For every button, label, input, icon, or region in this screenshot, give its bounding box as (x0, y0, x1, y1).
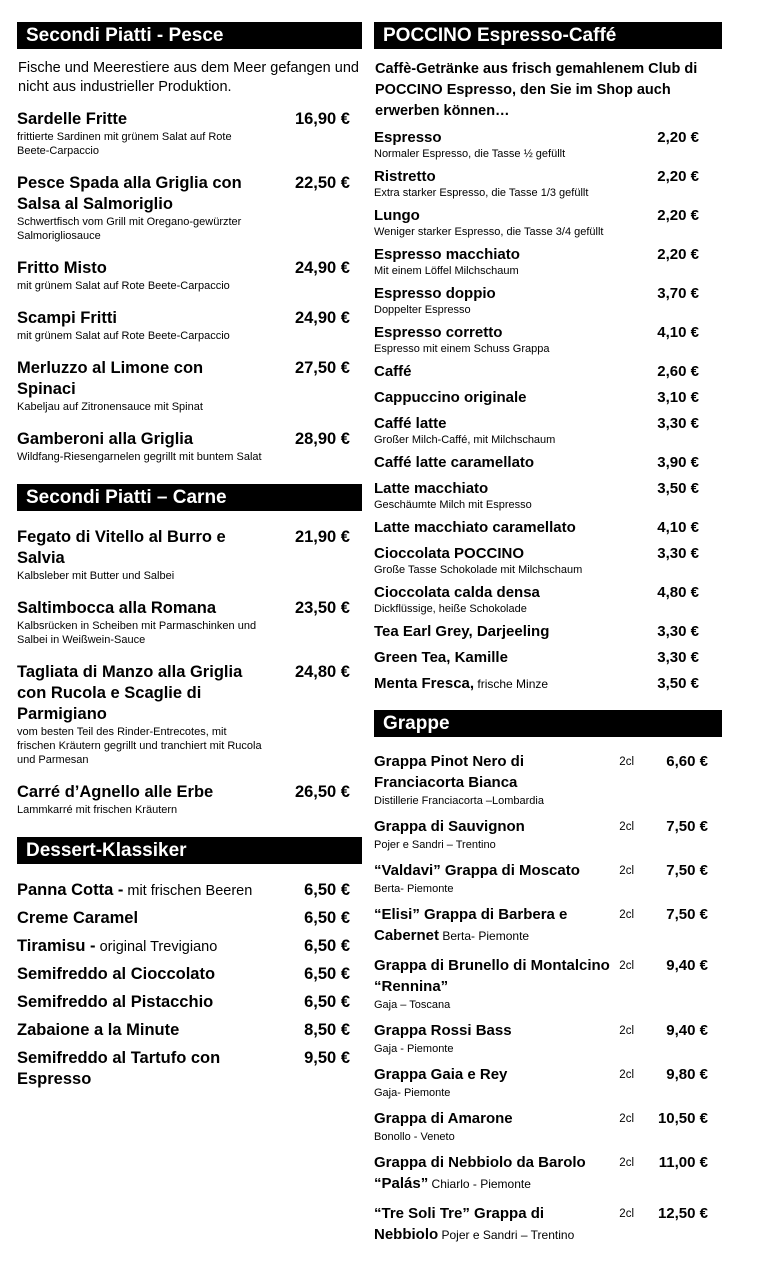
item-sub: mit frischen Beeren (123, 883, 253, 899)
menu-item (17, 358, 362, 414)
item-name-text: Grappa di Sauvignon (374, 818, 525, 835)
menu-item (17, 1048, 362, 1091)
item-price: 7,50 € (666, 818, 708, 835)
menu-item (374, 414, 722, 447)
item-price: 3,30 € (657, 623, 699, 640)
item-name (374, 362, 642, 382)
menu-item (17, 109, 362, 158)
item-name-text: Zabaione a la Minute (17, 1021, 180, 1039)
item-desc: Schwertfisch vom Grill mit Oregano-gewürzter Salmorigliosauce (17, 216, 242, 242)
item-inline-desc: frische Minze (474, 677, 549, 691)
item-name: Sardelle Fritte (17, 110, 128, 128)
item-name (374, 648, 642, 668)
menu-item (17, 429, 362, 464)
item-price: 2,20 € (657, 246, 699, 263)
item-name (374, 860, 612, 882)
item-name (374, 904, 612, 947)
section-title: Secondi Piatti - Pesce (17, 22, 362, 49)
item-price: 3,10 € (657, 389, 699, 406)
item-name (374, 622, 642, 642)
menu-item (374, 518, 722, 538)
item-price: 9,80 € (666, 1066, 708, 1083)
item-desc: Gaja- Piemonte (374, 1087, 451, 1099)
item-name: Gamberoni alla Griglia (17, 430, 194, 448)
item-desc: Große Tasse Schokolade mit Milchschaum (374, 564, 583, 576)
item-name-text: Semifreddo al Tartufo con Espresso (17, 1049, 221, 1088)
menu-item (374, 323, 722, 356)
item-name-text: Grappa di Brunello di Montalcino “Rennina” (374, 957, 610, 995)
menu-item (374, 751, 722, 808)
item-name (17, 992, 262, 1014)
item-name-text: Tea Earl Grey, Darjeeling (374, 623, 550, 640)
item-name: Fegato di Vitello al Burro e Salvia (17, 528, 226, 567)
item-name-text: Caffé (374, 363, 412, 380)
item-desc: Pojer e Sandri – Trentino (374, 839, 496, 851)
item-desc: Berta- Piemonte (374, 883, 454, 895)
item-name-text: Espresso macchiato (374, 246, 520, 263)
item-desc: Kalbsleber mit Butter und Salbei (17, 570, 175, 582)
item-price: 3,50 € (657, 480, 699, 497)
item-desc: mit grünem Salat auf Rote Beete-Carpaccio (17, 280, 230, 292)
item-desc: Bonollo - Veneto (374, 1131, 455, 1143)
menu-item (17, 258, 362, 293)
item-name: Pesce Spada alla Griglia con Salsa al Salmoriglio (17, 174, 242, 213)
menu-item (374, 453, 722, 473)
menu-item (374, 955, 722, 1012)
item-desc: Lammkarré mit frischen Kräutern (17, 804, 178, 816)
menu-item (17, 662, 362, 767)
item-name-text: Espresso doppio (374, 285, 496, 302)
item-price: 27,50 € (294, 359, 350, 377)
item-name-text: Green Tea, Kamille (374, 649, 508, 666)
item-desc: Weniger starker Espresso, die Tasse 3/4 gefüllt (374, 226, 604, 238)
item-name: Saltimbocca alla Romana (17, 599, 216, 617)
item-volume: 2cl (619, 1069, 634, 1081)
item-price: 21,90 € (294, 528, 350, 546)
item-name-text: Caffé latte (374, 415, 447, 432)
item-name (374, 1152, 612, 1195)
item-inline-desc: Pojer e Sandri – Trentino (438, 1228, 575, 1242)
menu-list (374, 128, 722, 694)
item-desc: mit grünem Salat auf Rote Beete-Carpaccio (17, 330, 230, 342)
item-name (374, 323, 642, 343)
item-price: 4,80 € (657, 584, 699, 601)
item-name (17, 1048, 262, 1091)
section-intro: Caffè-Getränke aus frisch gemahlenem Club di POCCINO Espresso, den Sie im Shop auch erwerben können… (375, 61, 698, 119)
item-desc: vom besten Teil des Rinder-Entrecotes, mit frischen Kräutern gegrillt und tranchiert mit Rucola und Parmesan (17, 726, 262, 766)
item-name-text: “Tre Soli Tre” Grappa di Nebbiolo (374, 1205, 545, 1243)
item-price: 9,40 € (666, 1022, 708, 1039)
right-column (374, 22, 722, 1254)
item-name (374, 583, 642, 603)
menu-list (17, 874, 362, 1091)
item-name (374, 167, 642, 187)
section-title: Dessert-Klassiker (17, 837, 362, 864)
item-price: 9,40 € (666, 957, 708, 974)
item-price: 26,50 € (294, 783, 350, 801)
menu-item (17, 308, 362, 343)
menu-item (374, 284, 722, 317)
item-name-text: Tiramisu - (17, 937, 96, 955)
item-price: 16,90 € (294, 110, 350, 128)
item-price: 24,90 € (294, 309, 350, 327)
item-inline-desc: Berta- Piemonte (439, 929, 530, 943)
item-desc: Distillerie Franciacorta –Lombardia (374, 795, 544, 807)
item-price: 8,50 € (304, 1021, 350, 1039)
section-carne (17, 484, 362, 817)
item-name-text: Panna Cotta - (17, 881, 124, 899)
item-price: 7,50 € (666, 906, 708, 923)
item-desc: frittierte Sardinen mit grünem Salat auf Rote Beete-Carpaccio (17, 131, 232, 157)
item-name-text: Cioccolata calda densa (374, 584, 540, 601)
section-title: Secondi Piatti – Carne (17, 484, 362, 511)
item-price: 6,50 € (304, 909, 350, 927)
item-desc: Kabeljau auf Zitronensauce mit Spinat (17, 401, 203, 413)
item-price: 6,50 € (304, 993, 350, 1011)
item-price: 2,20 € (657, 207, 699, 224)
item-desc: Gaja – Toscana (374, 999, 451, 1011)
menu-item (17, 782, 362, 817)
menu-item (17, 936, 362, 958)
item-name (17, 936, 262, 958)
item-name (374, 128, 642, 148)
item-name-text: Grappa Gaia e Rey (374, 1066, 508, 1083)
item-price: 6,50 € (304, 937, 350, 955)
section-intro: Fische und Meerestiere aus dem Meer gefangen und nicht aus industrieller Produktion. (18, 60, 359, 95)
item-price: 11,00 € (658, 1154, 708, 1171)
item-desc: Doppelter Espresso (374, 304, 471, 316)
item-name-text: “Valdavi” Grappa di Moscato (374, 862, 580, 879)
item-name-text: Lungo (374, 207, 420, 224)
item-volume: 2cl (619, 756, 634, 768)
item-desc: Geschäumte Milch mit Espresso (374, 499, 532, 511)
item-name (374, 284, 642, 304)
menu-item (374, 1020, 722, 1056)
menu-item (374, 904, 722, 947)
section-grappe (374, 710, 722, 1246)
menu-item (374, 860, 722, 896)
item-price: 3,30 € (657, 649, 699, 666)
section-title: POCCINO Espresso-Caffé (374, 22, 722, 49)
menu-item (374, 583, 722, 616)
item-price: 3,70 € (657, 285, 699, 302)
item-price: 12,50 € (657, 1205, 708, 1222)
menu-item (374, 1203, 722, 1246)
item-name (374, 955, 612, 998)
item-name (374, 1203, 612, 1246)
item-name (374, 206, 642, 226)
item-price: 3,30 € (657, 545, 699, 562)
item-name: Fritto Misto (17, 259, 107, 277)
item-volume: 2cl (619, 1025, 634, 1037)
item-name-text: Grappa Pinot Nero di Franciacorta Bianca (374, 753, 525, 791)
left-column (17, 22, 362, 1097)
item-desc: Mit einem Löffel Milchschaum (374, 265, 519, 277)
item-name (374, 518, 642, 538)
item-name (374, 245, 642, 265)
item-price: 3,30 € (657, 415, 699, 432)
menu-list (17, 521, 362, 817)
item-name (374, 816, 612, 838)
item-name (374, 1064, 612, 1086)
item-name-text: Semifreddo al Pistacchio (17, 993, 214, 1011)
menu-item (374, 128, 722, 161)
item-price: 10,50 € (657, 1110, 708, 1127)
menu-list (17, 109, 362, 464)
item-price: 4,10 € (657, 519, 699, 536)
item-price: 23,50 € (294, 599, 350, 617)
menu-item (374, 245, 722, 278)
item-name-text: Ristretto (374, 168, 436, 185)
item-price: 2,60 € (657, 363, 699, 380)
menu-item (374, 479, 722, 512)
item-name (17, 1020, 262, 1042)
menu-item (374, 167, 722, 200)
item-price: 2,20 € (657, 168, 699, 185)
section-title: Grappe (374, 710, 722, 737)
menu-item (374, 388, 722, 408)
item-price: 6,60 € (666, 753, 708, 770)
item-volume: 2cl (619, 1208, 634, 1220)
item-name (17, 908, 262, 930)
item-name (374, 388, 642, 408)
item-name (17, 880, 262, 902)
item-price: 3,50 € (657, 675, 699, 692)
item-desc: Wildfang-Riesengarnelen gegrillt mit buntem Salat (17, 451, 262, 463)
item-name-text: Cappuccino originale (374, 389, 527, 406)
item-name (374, 1108, 612, 1130)
item-name (374, 453, 642, 473)
item-name: Scampi Fritti (17, 309, 117, 327)
item-name-text: Espresso (374, 129, 442, 146)
menu-item (17, 908, 362, 930)
menu-item (374, 674, 722, 694)
menu-item (374, 622, 722, 642)
menu-item (17, 173, 362, 243)
item-name-text: Semifreddo al Cioccolato (17, 965, 216, 983)
section-dessert (17, 837, 362, 1091)
item-name-text: Espresso corretto (374, 324, 503, 341)
item-price: 4,10 € (657, 324, 699, 341)
item-name-text: Grappa di Amarone (374, 1110, 513, 1127)
item-desc: Großer Milch-Caffé, mit Milchschaum (374, 434, 556, 446)
item-inline-desc: Chiarlo - Piemonte (428, 1177, 531, 1191)
menu-item (17, 598, 362, 647)
menu-item (17, 880, 362, 902)
item-name-text: Latte macchiato (374, 480, 489, 497)
menu-item (374, 648, 722, 668)
menu-item (17, 964, 362, 986)
section-pesce (17, 22, 362, 464)
menu-item (17, 527, 362, 583)
item-desc: Normaler Espresso, die Tasse ½ gefüllt (374, 148, 566, 160)
menu-item (374, 544, 722, 577)
menu-item (17, 992, 362, 1014)
item-name (374, 544, 642, 564)
item-volume: 2cl (619, 1157, 634, 1169)
menu-item (17, 1020, 362, 1042)
item-price: 7,50 € (666, 862, 708, 879)
item-name-text: Creme Caramel (17, 909, 139, 927)
item-desc: Extra starker Espresso, die Tasse 1/3 gefüllt (374, 187, 589, 199)
item-name-text: Grappa di Nebbiolo da Barolo “Palás” (374, 1154, 586, 1192)
item-name (374, 479, 642, 499)
item-name (374, 414, 642, 434)
item-name: Tagliata di Manzo alla Griglia con Rucola e Scaglie di Parmigiano (17, 663, 243, 723)
item-volume: 2cl (619, 909, 634, 921)
item-desc: Gaja - Piemonte (374, 1043, 454, 1055)
item-desc: Espresso mit einem Schuss Grappa (374, 343, 550, 355)
item-name-text: Latte macchiato caramellato (374, 519, 576, 536)
item-name: Carré d’Agnello alle Erbe (17, 783, 214, 801)
item-price: 28,90 € (294, 430, 350, 448)
item-name (374, 1020, 612, 1042)
item-price: 24,80 € (294, 663, 350, 681)
menu-item (374, 206, 722, 239)
menu-item (374, 1064, 722, 1100)
item-name (17, 964, 262, 986)
item-volume: 2cl (619, 960, 634, 972)
item-price: 6,50 € (304, 965, 350, 983)
item-name (374, 751, 612, 794)
item-price: 22,50 € (294, 174, 350, 192)
item-volume: 2cl (619, 1113, 634, 1125)
item-price: 24,90 € (294, 259, 350, 277)
item-desc: Kalbsrücken in Scheiben mit Parmaschinken und Salbei in Weißwein-Sauce (17, 620, 257, 646)
item-name-text: Grappa Rossi Bass (374, 1022, 512, 1039)
item-name-text: Caffé latte caramellato (374, 454, 535, 471)
section-coffee (374, 22, 722, 694)
item-volume: 2cl (619, 865, 634, 877)
menu-item (374, 1108, 722, 1144)
item-name: Merluzzo al Limone con Spinaci (17, 359, 204, 398)
item-price: 3,90 € (657, 454, 699, 471)
menu-item (374, 816, 722, 852)
menu-list (374, 747, 722, 1246)
item-desc: Dickflüssige, heiße Schokolade (374, 603, 527, 615)
item-name-text: Menta Fresca, (374, 675, 475, 692)
item-name (374, 674, 642, 694)
menu-item (374, 1152, 722, 1195)
item-price: 2,20 € (657, 129, 699, 146)
item-sub: original Trevigiano (95, 939, 218, 955)
item-price: 6,50 € (304, 881, 350, 899)
menu-item (374, 362, 722, 382)
item-volume: 2cl (619, 821, 634, 833)
item-name-text: Cioccolata POCCINO (374, 545, 525, 562)
item-price: 9,50 € (304, 1049, 350, 1067)
item-name-text: “Elisi” Grappa di Barbera e Cabernet (374, 906, 568, 944)
